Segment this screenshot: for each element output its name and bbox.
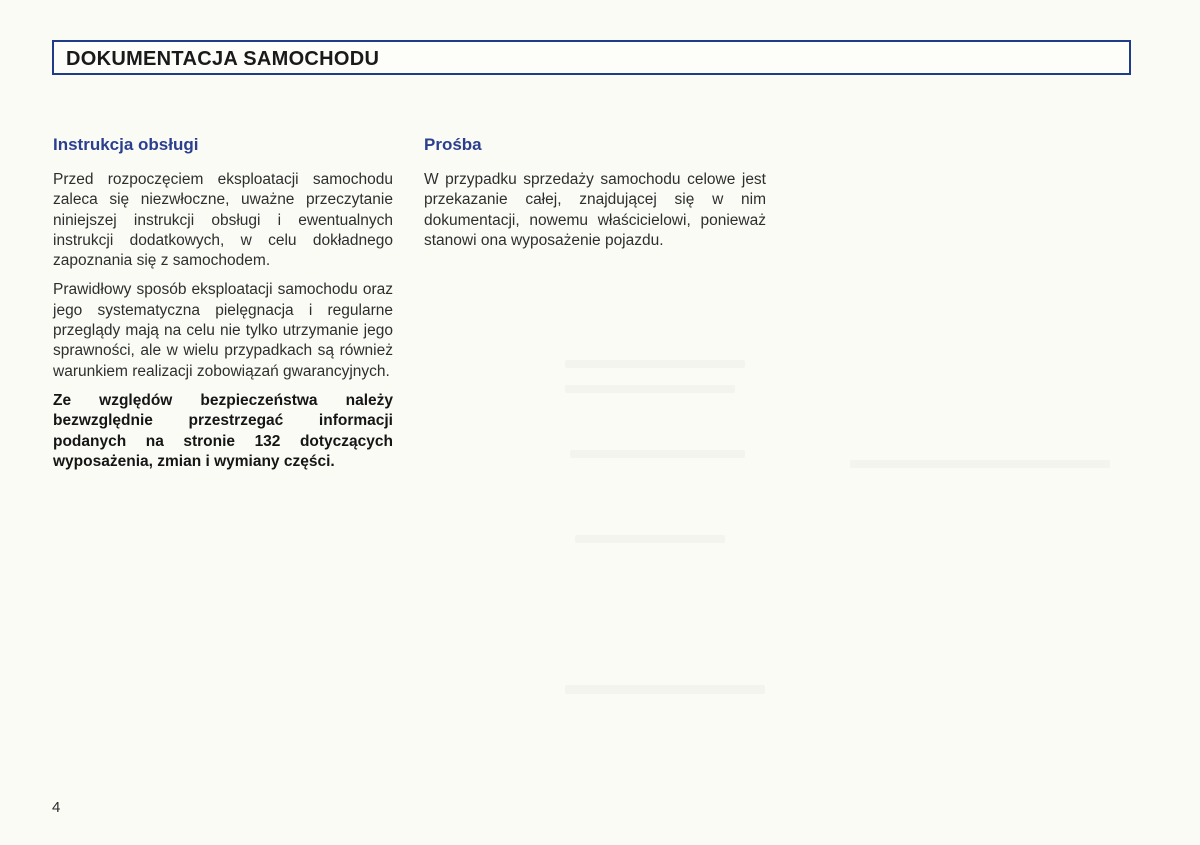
bleed-through-mark [565,385,735,393]
bleed-through-mark [570,450,745,458]
bleed-through-mark [575,535,725,543]
page-title: DOKUMENTACJA SAMOCHODU [66,48,380,70]
bleed-through-mark [850,460,1110,468]
instructions-paragraph: Prawidłowy sposób eksploatacji samochodu oraz jego systematyczna pielęgnacja i regularne przeglądy mają na celu nie tylko utrzymanie jego sprawności, ale w wielu przypadkach są również warunkiem realizacji zobowiązań gwarancyjnych. [53,281,393,380]
section-header-box [52,40,1131,75]
safety-warning: Ze względów bezpieczeństwa należy bezwzględnie przestrzegać informacji podanych na stronie 132 dotyczących wyposażenia, zmian i wymiany części. [53,391,393,470]
bleed-through-mark [565,360,745,368]
request-column [424,134,766,260]
request-paragraph: W przypadku sprzedaży samochodu celowe jest przekazanie całej, znajdującej się w nim dokumentacji, nowemu właścicielowi, ponieważ stanowi ona wyposażenie pojazdu. [424,171,766,249]
bleed-through-mark [565,685,765,694]
request-heading: Prośba [424,135,482,154]
instructions-heading: Instrukcja obsługi [53,135,199,154]
page-number: 4 [52,799,61,816]
instructions-paragraph: Przed rozpoczęciem eksploatacji samochodu zaleca się niezwłoczne, uważne przeczytanie niniejszej instrukcji obsługi i ewentualnych instrukcji dodatkowych, w celu dokładnego zapoznania się z samochodem. [53,171,393,270]
instructions-column [53,134,393,472]
